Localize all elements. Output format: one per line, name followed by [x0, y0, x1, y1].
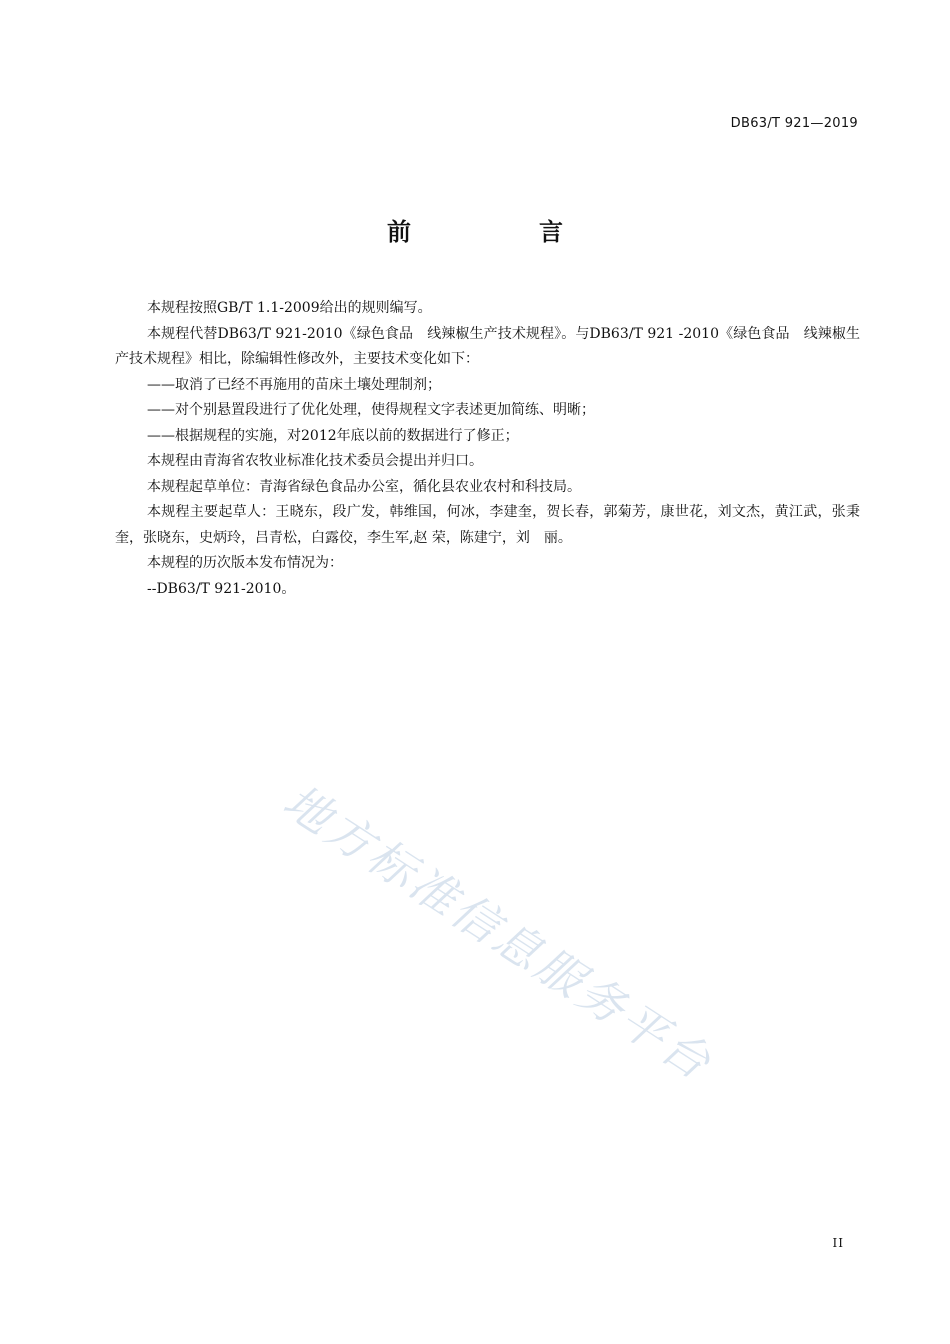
paragraph: ——根据规程的实施，对2012年底以前的数据进行了修正；	[147, 427, 519, 444]
paragraph: ——取消了已经不再施用的苗床土壤处理制剂；	[147, 376, 441, 393]
paragraph: 本规程按照GB/T 1.1-2009给出的规则编写。	[147, 300, 432, 316]
paragraph: 本规程主要起草人：王晓东，段广发，韩维国，何冰，李建奎，贺长春，郭菊芳，康世花，刘文杰，黄江武，张秉奎，张晓东，史炳玲，吕青松，白露佼，李生军,赵 荣，陈建宁，刘 丽。	[115, 504, 860, 546]
paragraph: 本规程代替DB63/T 921-2010《绿色食品 线辣椒生产技术规程》。与DB63/T 921 -2010《绿色食品 线辣椒生产技术规程》相比，除编辑性修改外，主要技术变化如下：	[115, 325, 860, 367]
watermark: 地方标准信息服务平台	[273, 773, 723, 1092]
document-code: DB63/T 921—2019	[730, 116, 858, 131]
paragraph: --DB63/T 921-2010。	[147, 580, 296, 597]
page-number: II	[832, 1236, 844, 1250]
paragraph: 本规程的历次版本发布情况为：	[147, 555, 343, 571]
paragraph: 本规程由青海省农牧业标准化技术委员会提出并归口。	[147, 453, 483, 469]
paragraph: 本规程起草单位：青海省绿色食品办公室，循化县农业农村和科技局。	[147, 478, 581, 495]
foreword-body	[115, 296, 860, 602]
page-title: 前 言	[387, 218, 615, 246]
paragraph: ——对个别悬置段进行了优化处理，使得规程文字表述更加简练、明晰；	[147, 402, 595, 418]
